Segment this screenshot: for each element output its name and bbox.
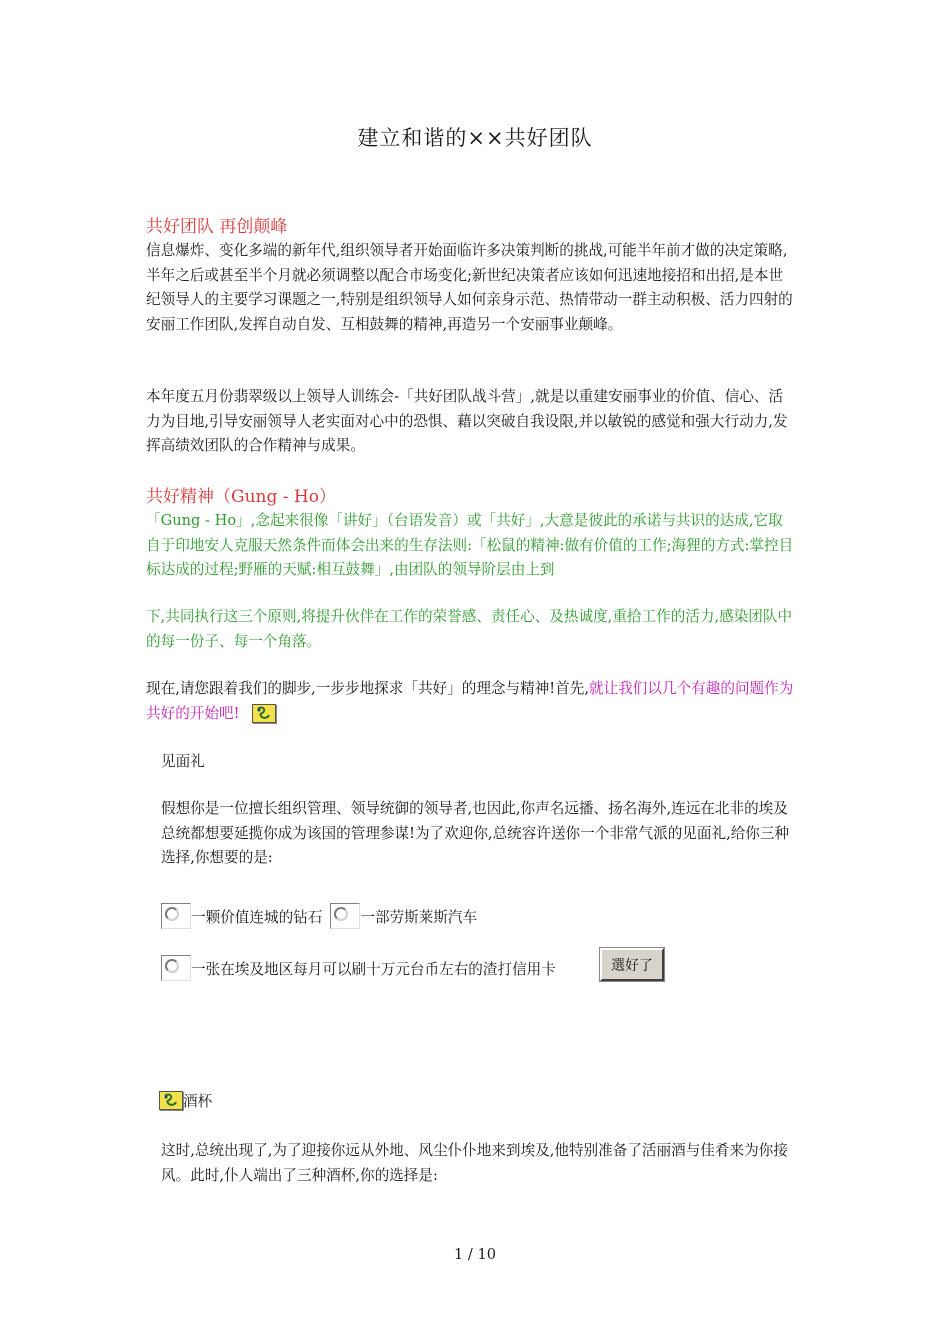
- quiz2-question: 这时,总统出现了,为了迎接你远从外地、风尘仆仆地来到埃及,他特别准备了活丽酒与佳肴来为你接风。此时,仆人端出了三种酒杯,你的选择是:: [161, 1142, 788, 1184]
- intro-text: 现在,请您跟着我们的脚步,一步步地探求「共好」的理念与精神!首先,: [146, 680, 590, 697]
- section1-paragraph-1: 信息爆炸、变化多端的新年代,组织领导者开始面临许多决策判断的挑战,可能半年前才做的决定策略,半年之后或甚至半个月就必须调整以配合市场变化;新世纪决策者应该如何迅速地接招和出招,是本世纪领导人的主要学习课题之一,特别是组织领导人如何亲身示范、热情带动一群主动积极、活力四射的安丽工作团队,发挥自动自发、互相鼓舞的精神,再造另一个安丽事业颠峰。: [146, 242, 793, 333]
- section-heading-2: 共好精神（Gung - Ho）: [146, 487, 336, 507]
- radio-option-credit-card[interactable]: [161, 955, 191, 981]
- page-number: 1 / 10: [453, 1246, 497, 1263]
- speaker-icon[interactable]: [252, 704, 276, 723]
- quiz2-title-row: [159, 1090, 212, 1111]
- quiz1-title: 见面礼: [161, 753, 205, 770]
- intro-link-text[interactable]: 就让我们以几个有趣的问题作为共好的开始吧!: [146, 680, 794, 722]
- page-title: 建立和谐的××共好团队: [357, 126, 593, 150]
- quiz1-question: 假想你是一位擅长组织管理、领导统御的领导者,也因此,你声名远播、扬名海外,连远在北非的埃及总统都想要延揽你成为该国的管理参谋!为了欢迎你,总统容许送你一个非常气派的见面礼,给你三种选择,你想要的是:: [161, 800, 790, 866]
- section-heading-1: 共好团队 再创颠峰: [146, 217, 288, 237]
- option-label-rolls-royce: 一部劳斯莱斯汽车: [360, 908, 478, 926]
- radio-option-rolls-royce[interactable]: [330, 903, 360, 929]
- quiz1-options-row-1: [161, 903, 485, 929]
- submit-choice-button[interactable]: 選好了: [600, 948, 664, 981]
- section2-paragraph-2: 下,共同执行这三个原则,将提升伙伴在工作的荣誉感、责任心、及热诚度,重拾工作的活力,感染团队中的每一份子、每一个角落。: [146, 608, 793, 650]
- option-label-credit-card: 一张在埃及地区每月可以刷十万元台币左右的渣打信用卡: [191, 960, 556, 978]
- radio-option-diamond[interactable]: [161, 903, 191, 929]
- quiz1-options-row-2: [161, 955, 564, 981]
- speaker-icon[interactable]: [159, 1091, 183, 1110]
- section2-paragraph-1: 「Gung - Ho」,念起来很像「讲好」（台语发音）或「共好」,大意是彼此的承诺与共识的达成,它取自于印地安人克服天然条件而体会出来的生存法则:「松鼠的精神:做有价值的工作;海狸的方式:掌控目标达成的过程;野雁的天赋:相互鼓舞」,由团队的领导阶层由上到: [146, 512, 794, 578]
- section1-paragraph-2: 本年度五月份翡翠级以上领导人训练会-「共好团队战斗营」,就是以重建安丽事业的价值、信心、活力为目地,引导安丽领导人老实面对心中的恐惧、藉以突破自我设限,并以敏锐的感觉和强大行动力,发挥高绩效团队的合作精神与成果。: [146, 388, 788, 454]
- option-label-diamond: 一颗价值连城的钻石: [191, 908, 323, 926]
- section2-paragraph-3: [146, 677, 796, 726]
- quiz2-title: 酒杯: [183, 1093, 213, 1110]
